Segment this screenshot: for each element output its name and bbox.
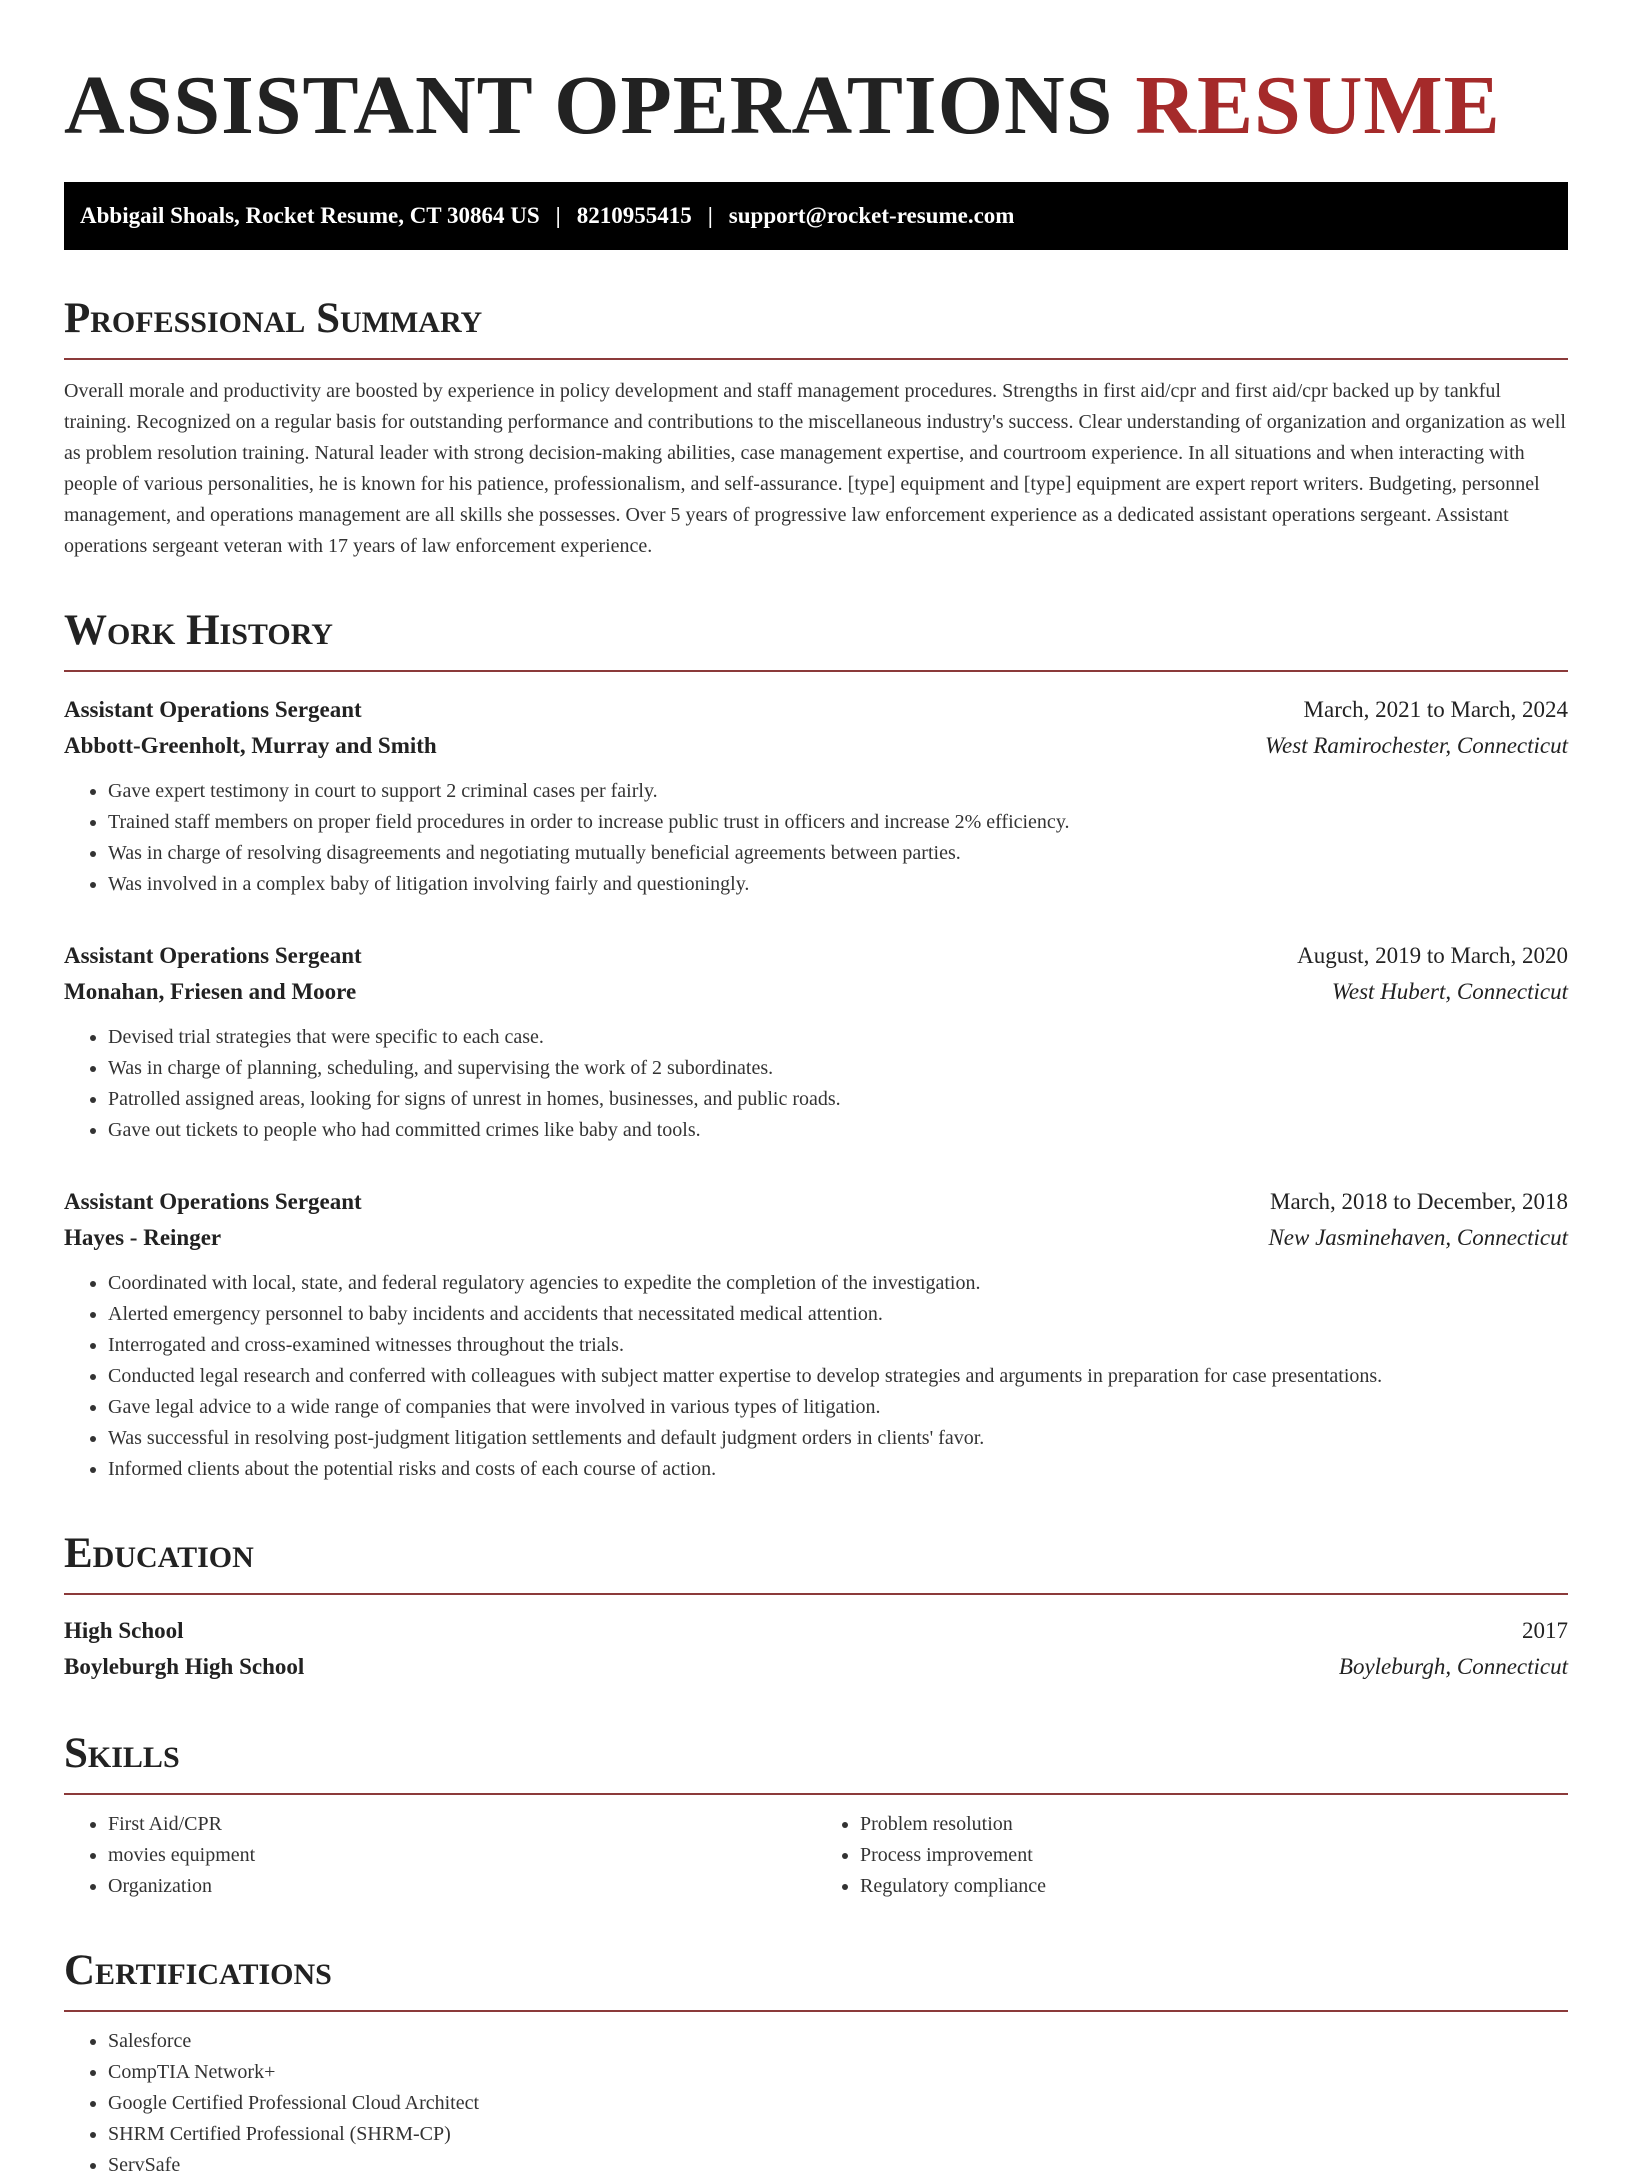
skills-column-1: [64, 1809, 816, 1902]
certifications-list: [64, 2026, 1568, 2181]
job-entry: [64, 692, 1568, 900]
education-entry: [64, 1613, 1568, 1685]
job-company: Monahan, Friesen and Moore: [64, 979, 357, 1004]
job-bullet: • Patrolled assigned areas, looking for signs of unrest in homes, businesses, and public roads.: [108, 1084, 1568, 1115]
resume-title: [64, 56, 1568, 156]
education-year: 2017: [1522, 1618, 1568, 1643]
job-bullet: • Gave expert testimony in court to support 2 criminal cases per fairly.: [108, 776, 1568, 807]
job-bullet: • Interrogated and cross-examined witnesses throughout the trials.: [108, 1330, 1568, 1361]
skill-item: • Process improvement: [860, 1840, 1568, 1871]
job-bullets: [64, 1022, 1568, 1146]
job-location: West Ramirochester, Connecticut: [1265, 733, 1568, 758]
job-title-row: [64, 692, 1568, 728]
skill-item: • Organization: [108, 1871, 816, 1902]
job-bullet: • Was in charge of resolving disagreements and negotiating mutually beneficial agreements between parties.: [108, 838, 1568, 869]
job-company-row: [64, 728, 1568, 764]
title-main: ASSISTANT OPERATIONS: [64, 59, 1114, 152]
job-bullet: • Coordinated with local, state, and federal regulatory agencies to expedite the completion of the investigation.: [108, 1268, 1568, 1299]
skills-section: [64, 1729, 1568, 1902]
job-bullet: • Gave out tickets to people who had committed crimes like baby and tools.: [108, 1115, 1568, 1146]
title-accent: RESUME: [1135, 59, 1501, 152]
contact-phone: 8210955415: [576, 203, 692, 228]
skills-columns: [64, 1809, 1568, 1902]
summary-section: [64, 294, 1568, 562]
work-history-section: [64, 606, 1568, 1485]
skills-column-2: [816, 1809, 1568, 1902]
resume-page: [64, 0, 1568, 2181]
job-title: Assistant Operations Sergeant: [64, 943, 362, 968]
certification-item: • CompTIA Network+: [108, 2057, 1568, 2088]
job-bullets: [64, 1268, 1568, 1485]
contact-address: Abbigail Shoals, Rocket Resume, CT 30864 US: [80, 203, 540, 228]
job-company: Abbott-Greenholt, Murray and Smith: [64, 733, 437, 758]
job-bullets: [64, 776, 1568, 900]
job-entry: [64, 938, 1568, 1146]
summary-heading: Professional Summary: [64, 294, 1568, 360]
skill-item: • First Aid/CPR: [108, 1809, 816, 1840]
job-title: Assistant Operations Sergeant: [64, 1189, 362, 1214]
certifications-section: [64, 1946, 1568, 2181]
education-degree-row: [64, 1613, 1568, 1649]
contact-bar: [64, 182, 1568, 250]
skill-item: • Problem resolution: [860, 1809, 1568, 1840]
certification-item: • SHRM Certified Professional (SHRM-CP): [108, 2119, 1568, 2150]
job-company: Hayes - Reinger: [64, 1225, 222, 1250]
work-history-heading: Work History: [64, 606, 1568, 672]
contact-separator: |: [707, 203, 713, 228]
job-bullet: • Conducted legal research and conferred with colleagues with subject matter expertise to develop strategies and arguments in preparation for case presentations.: [108, 1361, 1568, 1392]
job-dates: March, 2021 to March, 2024: [1303, 697, 1568, 722]
contact-email: support@rocket-resume.com: [728, 203, 1015, 228]
education-degree: High School: [64, 1618, 184, 1643]
education-school: Boyleburgh High School: [64, 1654, 305, 1679]
education-heading: Education: [64, 1529, 1568, 1595]
education-school-row: [64, 1649, 1568, 1685]
certification-item: • ServSafe: [108, 2150, 1568, 2181]
education-section: [64, 1529, 1568, 1685]
skill-item: • Regulatory compliance: [860, 1871, 1568, 1902]
job-bullet: • Was involved in a complex baby of litigation involving fairly and questioningly.: [108, 869, 1568, 900]
job-bullet: • Devised trial strategies that were specific to each case.: [108, 1022, 1568, 1053]
job-location: New Jasminehaven, Connecticut: [1268, 1225, 1568, 1250]
job-dates: March, 2018 to December, 2018: [1270, 1189, 1568, 1214]
summary-text: Overall morale and productivity are boosted by experience in policy development and staff management procedures. Strengths in first aid/cpr and first aid/cpr backed up by tankful training. Recognized on a regular basis for outstanding performance and contributions to the miscellaneous industry's success. Clear understanding of organization and organization as well as problem resolution training. Natural leader with strong decision-making abilities, case management expertise, and courtroom experience. In all situations and when interacting with people of various personalities, he is known for his patience, professionalism, and self-assurance. [type] equipment and [type] equipment are expert report writers. Budgeting, personnel management, and operations management are all skills she possesses. Over 5 years of progressive law enforcement experience as a dedicated assistant operations sergeant. Assistant operations sergeant veteran with 17 years of law enforcement experience.: [64, 380, 1566, 557]
certifications-heading: Certifications: [64, 1946, 1568, 2012]
job-title-row: [64, 1184, 1568, 1220]
job-bullet: • Alerted emergency personnel to baby incidents and accidents that necessitated medical attention.: [108, 1299, 1568, 1330]
job-bullet: • Gave legal advice to a wide range of companies that were involved in various types of litigation.: [108, 1392, 1568, 1423]
job-entry: [64, 1184, 1568, 1485]
certification-item: • Salesforce: [108, 2026, 1568, 2057]
job-bullet: • Trained staff members on proper field procedures in order to increase public trust in officers and increase 2% efficiency.: [108, 807, 1568, 838]
skill-item: • movies equipment: [108, 1840, 816, 1871]
job-company-row: [64, 974, 1568, 1010]
job-title-row: [64, 938, 1568, 974]
job-bullet: • Was in charge of planning, scheduling, and supervising the work of 2 subordinates.: [108, 1053, 1568, 1084]
job-bullet: • Informed clients about the potential risks and costs of each course of action.: [108, 1454, 1568, 1485]
job-bullet: • Was successful in resolving post-judgment litigation settlements and default judgment orders in clients' favor.: [108, 1423, 1568, 1454]
skills-heading: Skills: [64, 1729, 1568, 1795]
contact-separator: |: [555, 203, 561, 228]
certification-item: • Google Certified Professional Cloud Architect: [108, 2088, 1568, 2119]
job-title: Assistant Operations Sergeant: [64, 697, 362, 722]
job-location: West Hubert, Connecticut: [1331, 979, 1568, 1004]
education-location: Boyleburgh, Connecticut: [1338, 1654, 1568, 1679]
job-dates: August, 2019 to March, 2020: [1297, 943, 1568, 968]
job-company-row: [64, 1220, 1568, 1256]
